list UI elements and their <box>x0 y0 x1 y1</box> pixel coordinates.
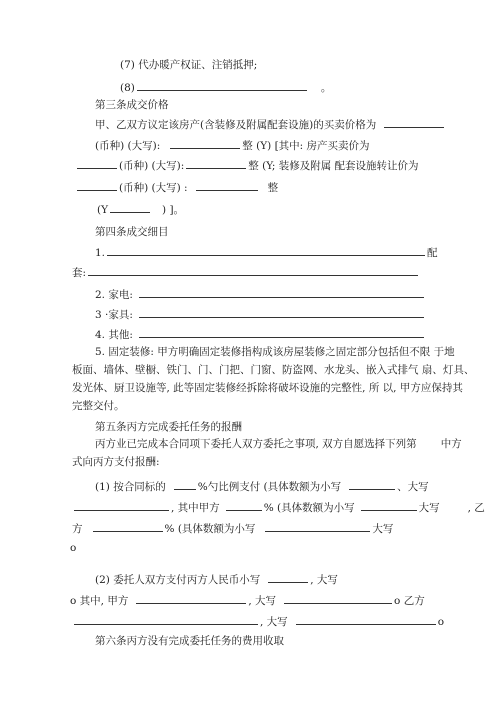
item-8: (8) 。 <box>120 82 332 94</box>
blank <box>384 117 444 128</box>
blank <box>268 572 308 583</box>
section-5-opt1-l2: , 其中甲方 % (具体数额为小写 大写 , 乙 <box>72 500 485 515</box>
blank <box>284 593 392 604</box>
blank <box>139 307 424 318</box>
section-4-item2: 2. 家电: <box>95 287 426 302</box>
blank <box>74 500 169 511</box>
blank <box>77 180 117 191</box>
section-3-line4: (币种) (大写) : 整 <box>75 180 278 195</box>
section-4-item1: 1. 配 <box>95 247 438 259</box>
section-4-item3: 3 ·家具: <box>95 307 426 322</box>
section-5-intro-l1: 丙方业已完成本合同项下委托人双方委托之事项, 双方自愿选择下列第 中方 <box>95 438 462 450</box>
blank <box>74 614 258 625</box>
blank <box>196 180 258 191</box>
blank <box>136 593 246 604</box>
blank <box>139 327 424 338</box>
blank <box>107 245 425 256</box>
blank <box>361 500 417 511</box>
section-5-intro-l2: 式向丙方支付报酬: <box>72 456 160 468</box>
section-5-opt1-l4: o <box>70 542 77 554</box>
section-5-title: 第五条丙方完成委托任务的报酬 <box>95 421 242 433</box>
blank <box>226 500 262 511</box>
section-5-opt2-l3: , 大写 o <box>72 614 444 629</box>
blank <box>110 202 150 213</box>
section-4-item5-l3: 发光体、厨卫设施等, 此等固定装修经拆除将破坏设施的完整性, 所 以, 甲方应保持其 <box>72 382 463 394</box>
blank <box>296 614 436 625</box>
section-4-item5-l2: 板面、墙体、壁橱、铁门、门、门把、门窗、防盗网、水龙头、嵌入式排气 扇、灯具、 <box>72 364 475 376</box>
blank <box>93 521 163 532</box>
section-3-line5: (Y ) ]。 <box>97 204 185 216</box>
section-5-opt2-l1: (2) 委托人双方支付丙方人民币小写 , 大写 <box>95 574 338 586</box>
blank <box>170 138 240 149</box>
item-7: (7) 代办暖产权证、注销抵押; <box>120 59 258 71</box>
section-4-item4: 4. 其他: <box>95 327 426 342</box>
section-3-line2: (币种) (大写): 整 (Y) [其中: 房产买卖价为 <box>95 140 370 152</box>
section-4-item5-l4: 完整交付。 <box>72 400 125 412</box>
section-4-title: 第四条成交细目 <box>95 226 169 238</box>
blank <box>77 158 117 169</box>
blank <box>137 80 307 91</box>
blank <box>265 521 370 532</box>
section-6-title: 第六条丙方没有完成委托任务的费用收取 <box>95 635 284 647</box>
section-4-item5-l1: 5. 固定装修: 甲方明确固定装修指构成该房屋装修之固定部分包括但不限 于地 <box>95 346 455 358</box>
blank <box>186 158 246 169</box>
section-3-line1: 甲、乙双方议定该房产(含装修及附属配套设施)的买卖价格为 <box>95 117 446 132</box>
section-5-opt1-l1: (1) 按合同标的 %勺比例支付 (具体数额为小写 、大写 <box>95 481 429 493</box>
section-3-line3: (币种) (大写): 整 (Y; 装修及附属 配套设施转让价为 <box>75 158 419 173</box>
blank <box>88 265 418 276</box>
section-3-title: 第三条成交价格 <box>95 99 169 111</box>
section-5-opt2-l2: o 其中, 甲方 , 大写 o 乙方 <box>70 595 425 607</box>
blank <box>349 479 395 490</box>
section-4-item1-cont: 套: <box>72 265 420 280</box>
blank <box>139 287 424 298</box>
blank <box>174 479 196 490</box>
section-5-opt1-l3: 方 % (具体数额为小写 大写 <box>72 523 394 535</box>
